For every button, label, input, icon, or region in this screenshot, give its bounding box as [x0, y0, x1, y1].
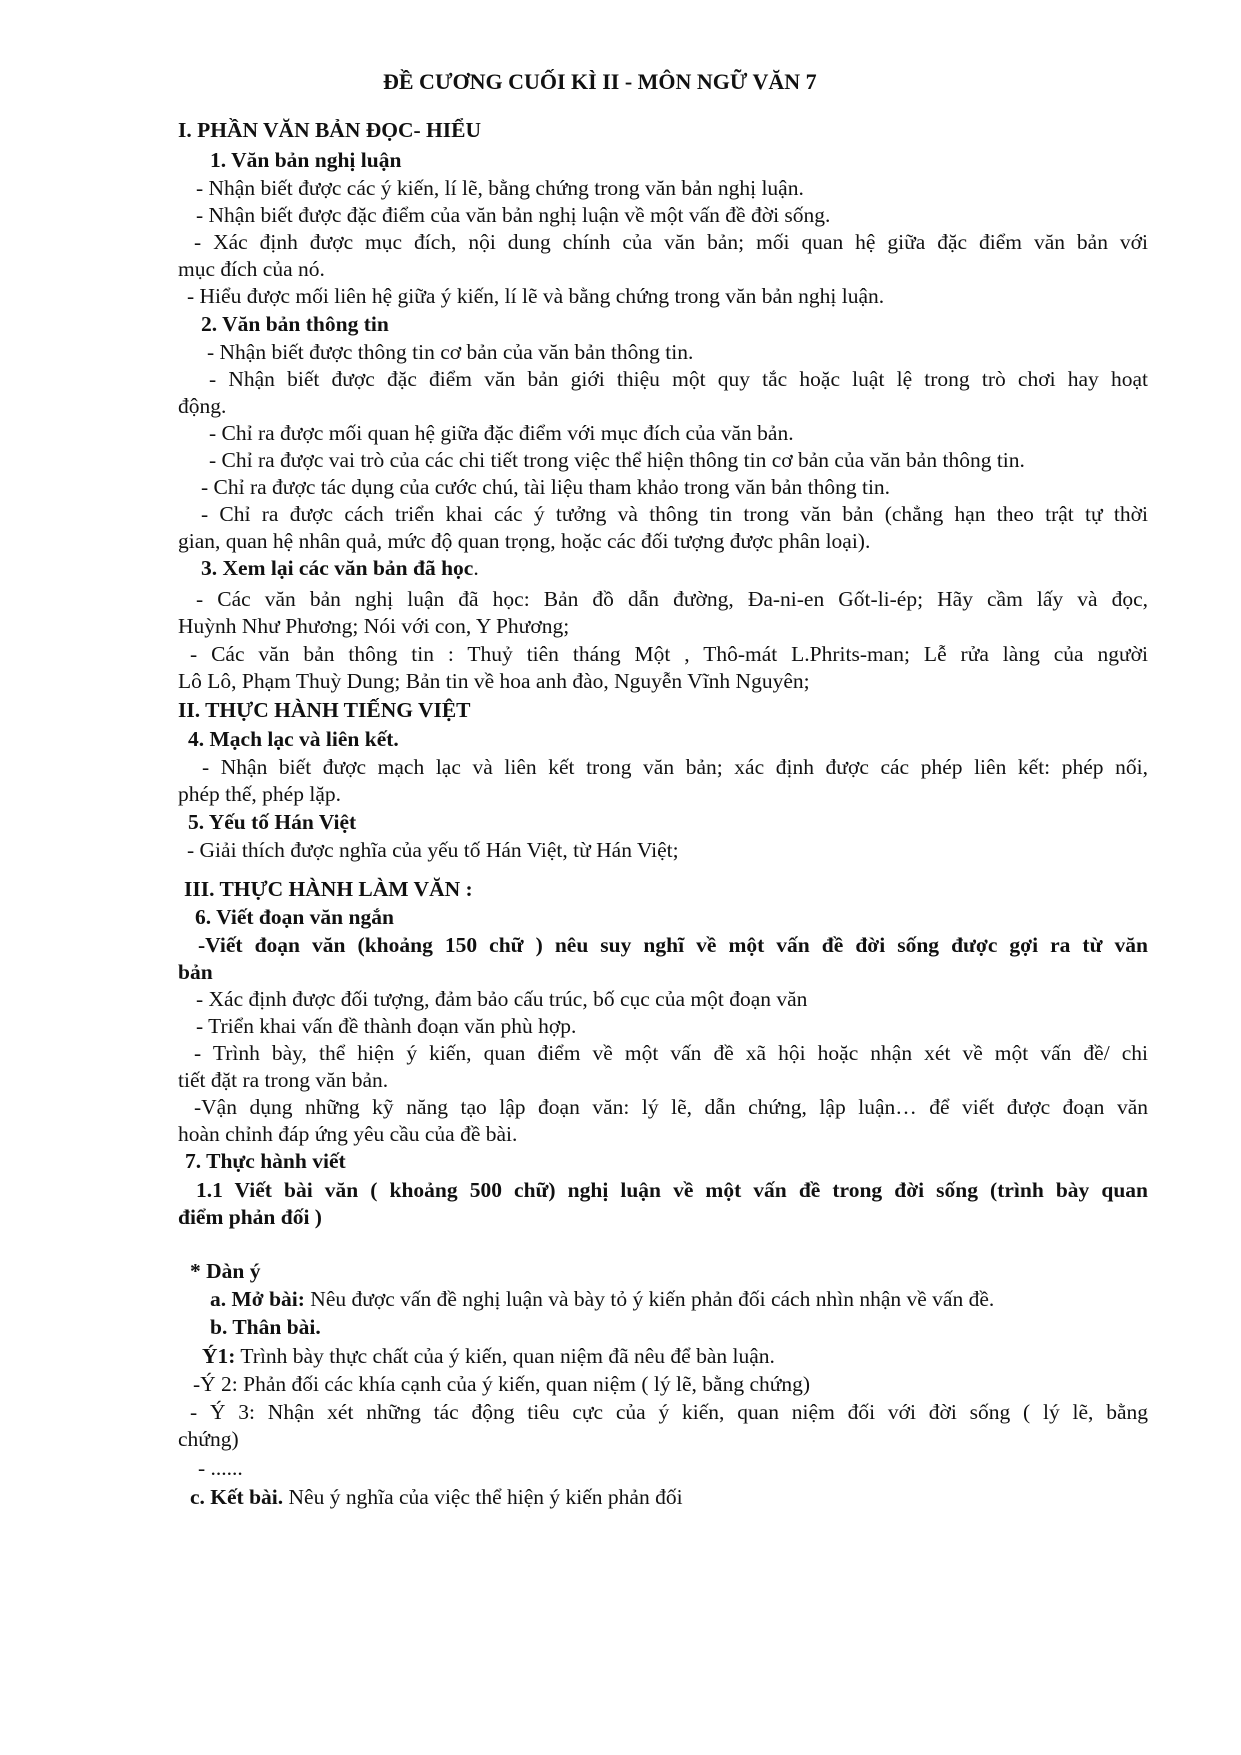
- text-line: - Chỉ ra được tác dụng của cước chú, tài liệu tham khảo trong văn bản thông tin.: [201, 475, 891, 499]
- text-line: - Nhận biết được mạch lạc và liên kết trong văn bản; xác định được các phép liên kết: phép nối,: [202, 755, 1148, 779]
- text-line: - Nhận biết được các ý kiến, lí lẽ, bằng chứng trong văn bản nghị luận.: [196, 176, 804, 200]
- text-line: hoàn chỉnh đáp ứng yêu cầu của đề bài.: [178, 1122, 518, 1146]
- writing-task-cont: điểm phản đối ): [178, 1205, 322, 1229]
- subsection-6-heading: 6. Viết đoạn văn ngắn: [195, 905, 394, 929]
- subsection-3-heading: [201, 554, 479, 582]
- outline-point-1-label: Ý1:: [202, 1344, 236, 1368]
- text-line: mục đích của nó.: [178, 257, 325, 281]
- text-line: - Nhận biết được đặc điểm của văn bản nghị luận về một vấn đề đời sống.: [196, 203, 831, 227]
- text-line: động.: [178, 394, 227, 418]
- subsection-3-heading-text: 3. Xem lại các văn bản đã học: [201, 556, 474, 580]
- outline-point-3: - Ý 3: Nhận xét những tác động tiêu cực của ý kiến, quan niệm đối với đời sống ( lý lẽ, bằng: [190, 1400, 1148, 1424]
- outline-conclusion-text: Nêu ý nghĩa của việc thể hiện ý kiến phản đối: [283, 1485, 683, 1509]
- outline-intro: [210, 1285, 994, 1313]
- outline-point-1-text: Trình bày thực chất của ý kiến, quan niệm đã nêu để bàn luận.: [235, 1344, 775, 1368]
- text-line: -Vận dụng những kỹ năng tạo lập đoạn văn: lý lẽ, dẫn chứng, lập luận… để viết được đoạn văn: [194, 1095, 1148, 1119]
- text-line: - Chỉ ra được cách triển khai các ý tưởng và thông tin trong văn bản (chẳng hạn theo trật tự thời: [201, 502, 1148, 526]
- text-line: - Chỉ ra được mối quan hệ giữa đặc điểm với mục đích của văn bản.: [209, 421, 794, 445]
- outline-point-1: [202, 1342, 775, 1370]
- outline-point-2: -Ý 2: Phản đối các khía cạnh của ý kiến, quan niệm ( lý lẽ, bằng chứng): [193, 1372, 811, 1396]
- subsection-5-heading: 5. Yếu tố Hán Việt: [188, 810, 357, 834]
- section-2-heading: II. THỰC HÀNH TIẾNG VIỆT: [178, 698, 471, 722]
- text-line: - Nhận biết được thông tin cơ bản của văn bản thông tin.: [207, 340, 694, 364]
- text-line: gian, quan hệ nhân quả, mức độ quan trọng, hoặc các đối tượng được phân loại).: [178, 529, 871, 553]
- outline-ellipsis: - ......: [198, 1456, 243, 1480]
- text-line: - Chỉ ra được vai trò của các chi tiết trong việc thể hiện thông tin cơ bản của văn bản thông tin.: [209, 448, 1025, 472]
- subsection-4-heading: 4. Mạch lạc và liên kết.: [188, 727, 399, 751]
- writing-task: 1.1 Viết bài văn ( khoảng 500 chữ) nghị luận về một vấn đề trong đời sống (trình bày quan: [196, 1178, 1148, 1202]
- text-line: Huỳnh Như Phương; Nói với con, Y Phương;: [178, 614, 570, 638]
- text-line: - Giải thích được nghĩa của yếu tố Hán Việt, từ Hán Việt;: [187, 838, 679, 862]
- outline-point-3-cont: chứng): [178, 1427, 239, 1451]
- text-line: - Xác định được mục đích, nội dung chính của văn bản; mối quan hệ giữa đặc điểm văn bản với: [194, 230, 1148, 254]
- text-line: - Nhận biết được đặc điểm văn bản giới thiệu một quy tắc hoặc luật lệ trong trò chơi hay hoạt: [209, 367, 1148, 391]
- document-title: ĐỀ CƯƠNG CUỐI KÌ II - MÔN NGỮ VĂN 7: [383, 69, 817, 94]
- outline-intro-text: Nêu được vấn đề nghị luận và bày tỏ ý kiến phản đối cách nhìn nhận về vấn đề.: [304, 1287, 995, 1311]
- text-line: - Các văn bản thông tin : Thuỷ tiên tháng Một , Thô-mát L.Phrits-man; Lễ rửa làng của người: [190, 642, 1148, 666]
- subsection-1-heading: 1. Văn bản nghị luận: [210, 148, 402, 172]
- text-line: - Các văn bản nghị luận đã học: Bản đồ dẫn đường, Đa-ni-en Gốt-li-ép; Hãy cầm lấy và đọc,: [196, 587, 1148, 611]
- section-1-heading: I. PHẦN VĂN BẢN ĐỌC- HIỂU: [178, 118, 482, 142]
- text-line: - Xác định được đối tượng, đảm bảo cấu trúc, bố cục của một đoạn văn: [196, 987, 808, 1011]
- text-line: tiết đặt ra trong văn bản.: [178, 1068, 389, 1092]
- writing-task-cont: bản: [178, 960, 213, 984]
- outline-conclusion-label: c. Kết bài.: [190, 1485, 284, 1509]
- outline-heading: * Dàn ý: [190, 1259, 261, 1283]
- subsection-3-heading-dot: .: [473, 556, 479, 580]
- text-line: phép thế, phép lặp.: [178, 782, 341, 806]
- outline-body-label: b. Thân bài.: [210, 1315, 321, 1339]
- text-line: - Trình bày, thể hiện ý kiến, quan điểm về một vấn đề xã hội hoặc nhận xét về một vấn đề/ chi: [194, 1041, 1148, 1065]
- outline-conclusion: [190, 1483, 683, 1511]
- subsection-7-heading: 7. Thực hành viết: [185, 1149, 346, 1173]
- text-line: - Triển khai vấn đề thành đoạn văn phù hợp.: [196, 1014, 577, 1038]
- subsection-2-heading: 2. Văn bản thông tin: [201, 312, 389, 336]
- writing-task: -Viết đoạn văn (khoảng 150 chữ ) nêu suy nghĩ về một vấn đề đời sống được gợi ra từ văn: [198, 933, 1148, 957]
- text-line: - Hiểu được mối liên hệ giữa ý kiến, lí lẽ và bằng chứng trong văn bản nghị luận.: [187, 284, 885, 308]
- section-3-heading: III. THỰC HÀNH LÀM VĂN :: [184, 877, 473, 901]
- outline-intro-label: a. Mở bài:: [210, 1287, 305, 1311]
- text-line: Lô Lô, Phạm Thuỳ Dung; Bản tin về hoa anh đào, Nguyễn Vĩnh Nguyên;: [178, 669, 810, 693]
